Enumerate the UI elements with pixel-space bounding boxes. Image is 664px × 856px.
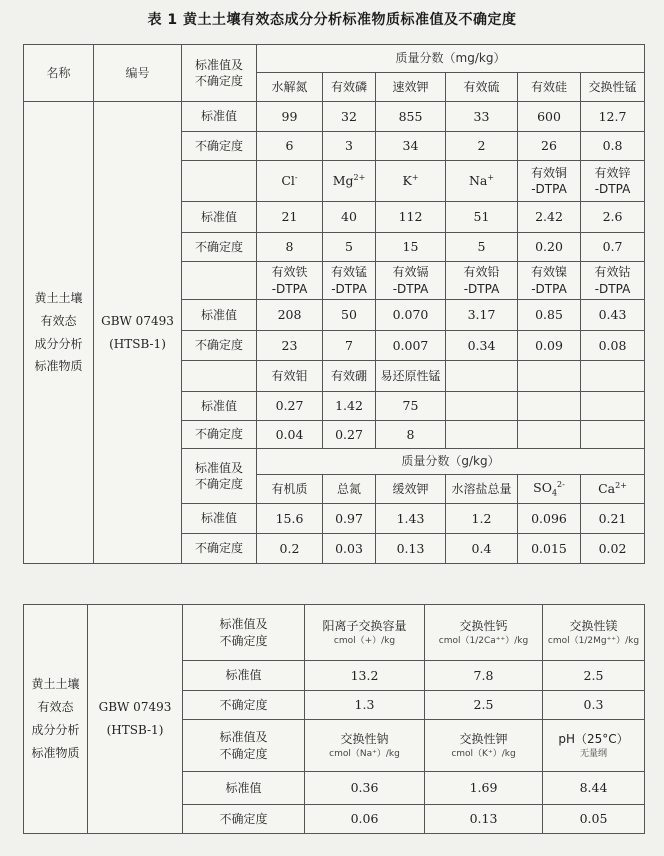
g2-head: K+: [376, 161, 446, 202]
g4-head: 有效钼: [257, 361, 323, 392]
b2-head: 交换性钾 cmol（K⁺）/kg: [425, 720, 543, 772]
sample-code: GBW 07493 (HTSB-1): [94, 102, 182, 564]
g2-std-value: 21: [257, 202, 323, 233]
g5-unc-value: 0.2: [257, 534, 323, 564]
b2-row-label: 标准值及 不确定度: [183, 720, 305, 772]
g3-head: 有效锰 -DTPA: [323, 262, 376, 300]
g4-std-value: 1.42: [323, 392, 376, 421]
sample-name: 黄土土壤 有效态 成分分析 标准物质: [24, 102, 94, 564]
g5-head: 总氮: [323, 475, 376, 504]
g5-unc-value: 0.03: [323, 534, 376, 564]
empty-cell: [581, 392, 645, 421]
header-mass-fraction-mg: 质量分数（mg/kg）: [257, 45, 645, 73]
g1-std-value: 33: [446, 102, 518, 132]
g4-head: 易还原性锰: [376, 361, 446, 392]
g3-head: 有效铁 -DTPA: [257, 262, 323, 300]
g1-unc-value: 3: [323, 132, 376, 161]
empty-cell: [182, 361, 257, 392]
empty-cell: [518, 421, 581, 449]
g1-head: 有效磷: [323, 73, 376, 102]
g5-row-label: 标准值及 不确定度: [182, 449, 257, 504]
g5-head: $SO_4^{2-}$: [518, 475, 581, 504]
g4-std-value: 75: [376, 392, 446, 421]
row-label-standard: 标准值: [182, 504, 257, 534]
g5-unc-value: 0.4: [446, 534, 518, 564]
g1-std-value: 32: [323, 102, 376, 132]
g3-std-value: 0.070: [376, 300, 446, 331]
exchange-capacity-table: [23, 604, 645, 834]
g5-head: 水溶盐总量: [446, 475, 518, 504]
g3-unc-value: 0.007: [376, 331, 446, 361]
table-title: 表 1 黄土土壤有效态成分分析标准物质标准值及不确定度: [147, 12, 517, 28]
g1-head: 水解氮: [257, 73, 323, 102]
row-label-standard: 标准值: [183, 772, 305, 805]
g5-std-value: 0.21: [581, 504, 645, 534]
g3-head: 有效钴 -DTPA: [581, 262, 645, 300]
g3-std-value: 0.85: [518, 300, 581, 331]
g1-std-value: 600: [518, 102, 581, 132]
g3-unc-value: 0.34: [446, 331, 518, 361]
b2-unc-value: 0.06: [305, 805, 425, 834]
g1-unc-value: 26: [518, 132, 581, 161]
g2-unc-value: 0.20: [518, 233, 581, 262]
g5-head: $Ca^{2+}$: [581, 475, 645, 504]
b1-std-value: 13.2: [305, 661, 425, 691]
header-code: 编号: [94, 45, 182, 102]
g3-std-value: 0.43: [581, 300, 645, 331]
empty-cell: [446, 361, 518, 392]
header-name: 名称: [24, 45, 94, 102]
header-mass-fraction-g: 质量分数（g/kg）: [257, 449, 645, 475]
sample-code: GBW 07493 (HTSB-1): [88, 605, 183, 834]
empty-cell: [446, 421, 518, 449]
g2-head: Cl-: [257, 161, 323, 202]
row-label-standard: 标准值: [182, 300, 257, 331]
b2-head: 交换性钠 cmol（Na⁺）/kg: [305, 720, 425, 772]
b2-unc-value: 0.05: [543, 805, 645, 834]
row-label-standard: 标准值: [182, 102, 257, 132]
g3-std-value: 50: [323, 300, 376, 331]
row-label-uncertainty: 不确定度: [183, 691, 305, 720]
g2-unc-value: 15: [376, 233, 446, 262]
g1-unc-value: 2: [446, 132, 518, 161]
empty-cell: [581, 421, 645, 449]
g3-head: 有效镉 -DTPA: [376, 262, 446, 300]
header-row-label: 标准值及 不确定度: [182, 45, 257, 102]
g5-unc-value: 0.02: [581, 534, 645, 564]
g1-std-value: 855: [376, 102, 446, 132]
empty-cell: [518, 361, 581, 392]
g2-std-value: 40: [323, 202, 376, 233]
g2-std-value: 2.42: [518, 202, 581, 233]
row-label-standard: 标准值: [182, 392, 257, 421]
g2-head: 有效锌 -DTPA: [581, 161, 645, 202]
g5-unc-value: 0.015: [518, 534, 581, 564]
g2-std-value: 112: [376, 202, 446, 233]
row-label-uncertainty: 不确定度: [182, 331, 257, 361]
g1-std-value: 99: [257, 102, 323, 132]
g5-head: 有机质: [257, 475, 323, 504]
g2-unc-value: 0.7: [581, 233, 645, 262]
g4-unc-value: 0.27: [323, 421, 376, 449]
g3-std-value: 208: [257, 300, 323, 331]
g3-unc-value: 0.09: [518, 331, 581, 361]
row-label-standard: 标准值: [182, 202, 257, 233]
g3-unc-value: 23: [257, 331, 323, 361]
row-label-uncertainty: 不确定度: [182, 421, 257, 449]
g2-head: 有效铜 -DTPA: [518, 161, 581, 202]
g5-unc-value: 0.13: [376, 534, 446, 564]
g1-head: 交换性锰: [581, 73, 645, 102]
row-label-uncertainty: 不确定度: [182, 534, 257, 564]
b1-unc-value: 0.3: [543, 691, 645, 720]
row-label-uncertainty: 不确定度: [182, 233, 257, 262]
sample-name: 黄土土壤 有效态 成分分析 标准物质: [24, 605, 88, 834]
g2-head: $Mg^{2+}$: [323, 161, 376, 202]
g4-std-value: 0.27: [257, 392, 323, 421]
b2-head: pH（25°C） 无量纲: [543, 720, 645, 772]
g1-head: 有效硅: [518, 73, 581, 102]
g3-unc-value: 7: [323, 331, 376, 361]
row-label-standard: 标准值: [183, 661, 305, 691]
g3-unc-value: 0.08: [581, 331, 645, 361]
g3-std-value: 3.17: [446, 300, 518, 331]
g2-std-value: 2.6: [581, 202, 645, 233]
g1-unc-value: 0.8: [581, 132, 645, 161]
g5-head: 缓效钾: [376, 475, 446, 504]
g5-std-value: 1.43: [376, 504, 446, 534]
g1-unc-value: 34: [376, 132, 446, 161]
b2-std-value: 0.36: [305, 772, 425, 805]
g2-std-value: 51: [446, 202, 518, 233]
g3-head: 有效镍 -DTPA: [518, 262, 581, 300]
b1-unc-value: 1.3: [305, 691, 425, 720]
g4-head: 有效硼: [323, 361, 376, 392]
b1-head: 交换性钙 cmol（1/2Ca⁺⁺）/kg: [425, 605, 543, 661]
b1-head: 阳离子交换容量 cmol（+）/kg: [305, 605, 425, 661]
b1-unc-value: 2.5: [425, 691, 543, 720]
b1-head: 交换性镁 cmol（1/2Mg⁺⁺）/kg: [543, 605, 645, 661]
g4-unc-value: 0.04: [257, 421, 323, 449]
empty-cell: [581, 361, 645, 392]
g1-head: 速效钾: [376, 73, 446, 102]
g5-std-value: 15.6: [257, 504, 323, 534]
b1-std-value: 2.5: [543, 661, 645, 691]
empty-cell: [518, 392, 581, 421]
b2-std-value: 8.44: [543, 772, 645, 805]
g2-unc-value: 8: [257, 233, 323, 262]
empty-cell: [446, 392, 518, 421]
g2-head: Na+: [446, 161, 518, 202]
empty-cell: [182, 262, 257, 300]
row-label-uncertainty: 不确定度: [182, 132, 257, 161]
g2-unc-value: 5: [446, 233, 518, 262]
g3-head: 有效铅 -DTPA: [446, 262, 518, 300]
g5-std-value: 1.2: [446, 504, 518, 534]
g1-std-value: 12.7: [581, 102, 645, 132]
g4-unc-value: 8: [376, 421, 446, 449]
b1-std-value: 7.8: [425, 661, 543, 691]
g5-std-value: 0.97: [323, 504, 376, 534]
empty-cell: [182, 161, 257, 202]
g2-unc-value: 5: [323, 233, 376, 262]
g1-unc-value: 6: [257, 132, 323, 161]
b2-std-value: 1.69: [425, 772, 543, 805]
b1-row-label: 标准值及 不确定度: [183, 605, 305, 661]
g1-head: 有效硫: [446, 73, 518, 102]
g5-std-value: 0.096: [518, 504, 581, 534]
standard-values-table-mg: [23, 44, 645, 564]
b2-unc-value: 0.13: [425, 805, 543, 834]
row-label-uncertainty: 不确定度: [183, 805, 305, 834]
